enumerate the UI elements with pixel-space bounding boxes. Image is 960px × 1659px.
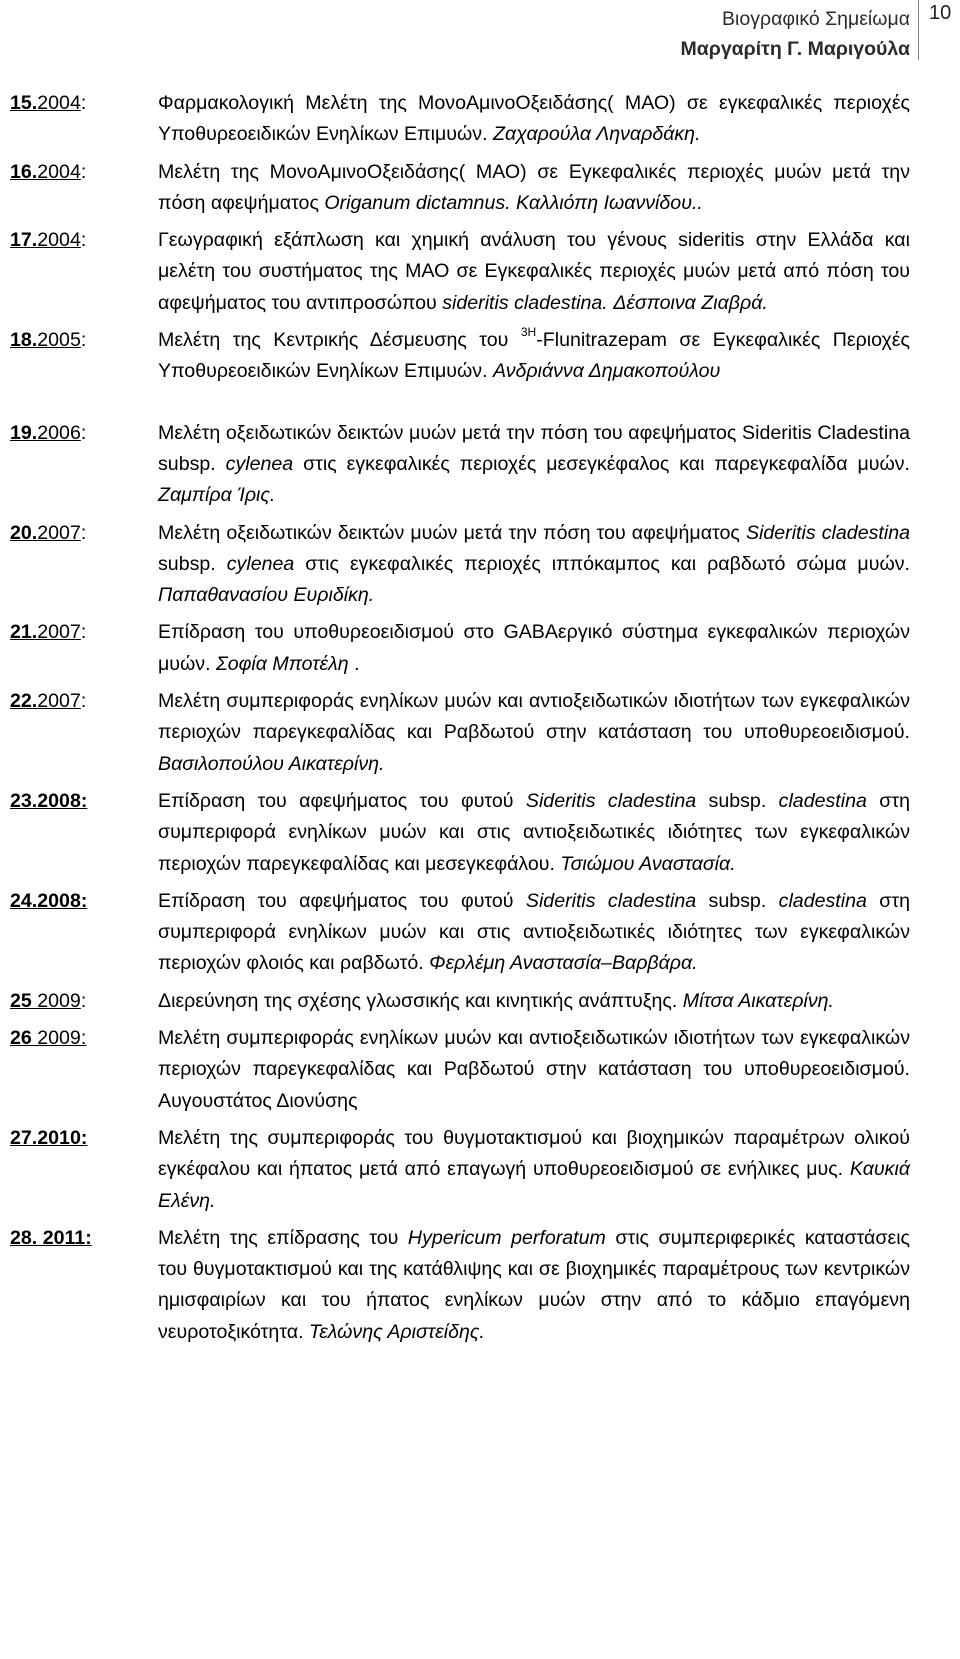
list-item: [10, 1123, 910, 1217]
header-title: Βιογραφικό Σημείωμα: [722, 8, 910, 30]
entry-year: 2006: [37, 421, 81, 444]
entry-text: [158, 92, 910, 145]
thesis-list: [10, 88, 910, 1354]
entry-number: 28.: [10, 1226, 38, 1249]
entry-italic-text: cladestina: [778, 889, 867, 912]
entry-text-segment: Διερεύνηση της σχέσης γλωσσικής και κινητικής ανάπτυξης.: [158, 989, 683, 1012]
entry-number: 21.: [10, 621, 38, 644]
list-item: [10, 325, 910, 388]
entry-text-segment: .: [348, 652, 360, 675]
entry-number: 23.: [10, 789, 38, 812]
entry-italic-text: Sideritis cladestina: [525, 889, 697, 912]
entry-italic-text: Βασιλοπούλου Αικατερίνη.: [158, 752, 385, 775]
entry-italic-text: Καυκιά Ελένη.: [158, 1158, 910, 1212]
list-item: [10, 986, 910, 1017]
entry-year: 2010:: [37, 1126, 88, 1149]
header-divider: [918, 0, 919, 60]
entry-number: 22.: [10, 690, 38, 713]
entry-text-segment: subsp.: [696, 789, 779, 812]
entry-text-segment: Μελέτη της Κεντρικής Δέσμευσης του: [158, 329, 521, 352]
entry-year: 2007: [37, 521, 81, 544]
page-header: [0, 0, 960, 60]
entry-text-segment: -Flunitrazepam σε Εγκεφαλικές Περιοχές Υποθυρεοειδικών Ενηλίκων Επιμυών.: [158, 329, 910, 383]
entry-label: 21.2007:: [10, 621, 87, 644]
entry-text: [158, 1227, 910, 1343]
entry-year: 2011:: [37, 1226, 92, 1249]
page-number: 10: [929, 2, 952, 24]
entry-number: 26: [10, 1027, 32, 1050]
entry-number: 16.: [10, 160, 38, 183]
entry-label: 19.2006:: [10, 421, 87, 444]
entry-text: [158, 229, 910, 314]
entry-italic-text: Hypericum perforatum: [407, 1226, 606, 1249]
entry-italic-text: cladestina: [778, 789, 867, 812]
entry-italic-text: Τσιώμου Αναστασία.: [560, 852, 736, 875]
entry-label: [10, 786, 87, 817]
entry-text-segment: Μελέτη συμπεριφοράς ενηλίκων μυών και αντιοξειδωτικών ιδιοτήτων των εγκεφαλικών περιοχών παρεγκεφαλίδας και Ραβδωτού στην κατάσταση του υποθυρεοειδισμού. Αυγουστάτος Διονύσης: [158, 1027, 910, 1112]
entry-year: 2008:: [37, 789, 88, 812]
entry-number: 24.: [10, 889, 38, 912]
list-item: [10, 225, 910, 319]
entry-text-segment: Μελέτη της ΜονοΑμινοΟξειδάσης( ΜΑΟ) σε Εγκεφαλικές περιοχές μυών μετά την πόση αφεψήματος: [158, 160, 910, 214]
entry-text: [158, 690, 910, 775]
entry-text: [158, 621, 910, 674]
entry-italic-text: sideritis cladestina. Δέσποινα Ζιαβρά.: [442, 291, 768, 314]
entry-year: 2004: [37, 92, 81, 114]
list-item: [10, 518, 910, 612]
list-item: [10, 88, 910, 151]
entry-text-segment: Γεωγραφική εξάπλωση και χημική ανάλυση του γένους sideritis στην Ελλάδα και μελέτη του συστήματος της ΜΑΟ σε Εγκεφαλικές περιοχές μυών μετά από πόση του αφεψήματος του αντιπροσώπου: [158, 229, 910, 314]
entry-text: [158, 1027, 910, 1112]
entry-text-segment: στις εγκεφαλικές περιοχές μεσεγκέφαλος και παρεγκεφαλίδα μυών.: [293, 452, 910, 475]
entry-text-segment: Μελέτη συμπεριφοράς ενηλίκων μυών και αντιοξειδωτικών ιδιοτήτων των εγκεφαλικών περιοχών παρεγκεφαλίδας και Ραβδωτού στην κατάσταση του υποθυρεοειδισμού.: [158, 690, 910, 744]
entry-label: 16.2004:: [10, 160, 87, 183]
list-item: [10, 1223, 910, 1348]
entry-label: [10, 886, 87, 917]
entry-text-segment: 3H: [520, 325, 537, 340]
entry-year: 2007: [37, 690, 81, 713]
entry-label: 22.2007:: [10, 690, 87, 713]
list-item: [10, 886, 910, 980]
entry-text-segment: Επίδραση του αφεψήματος του φυτού: [158, 789, 526, 812]
entry-text-segment: στις συμπεριφερικές καταστάσεις του θυγμοτακτισμού και της κατάθλιψης και σε βιοχημικές παραμέτρους των κεντρικών ημισφαιρίων και του ήπατος ενηλίκων μυών στην από το κάδμιο επαγόμενη νευροτοξικότητα.: [158, 1226, 911, 1343]
entry-year: 2009: [31, 989, 81, 1012]
entry-year: 2008:: [37, 889, 88, 912]
entry-text-segment: στη συμπεριφορά ενηλίκων μυών και στις αντιοξειδωτικές ιδιότητες των εγκεφαλικών περιοχών παρεγκεφαλίδας και μεσεγκεφάλου.: [158, 789, 910, 875]
entry-text: [158, 522, 910, 607]
entry-number: 27.: [10, 1126, 38, 1149]
entry-text: [158, 1127, 910, 1212]
entry-year: 2007: [37, 621, 81, 644]
entry-label: [10, 1023, 86, 1054]
entry-text-segment: Μελέτη της συμπεριφοράς του θυγμοτακτισμού και βιοχημικών παραμέτρων ολικού εγκέφαλου και ήπατος μετά από επαγωγή υποθυρεοειδισμού σε ενήλικες μυς.: [158, 1126, 910, 1181]
entry-italic-text: cylenea: [225, 452, 294, 475]
entry-year: 2005: [37, 329, 81, 352]
entry-italic-text: Sideritis cladestina: [525, 789, 697, 812]
list-item: [10, 686, 910, 780]
entry-number: 19.: [10, 421, 38, 444]
entry-text-segment: στις εγκεφαλικές περιοχές ιππόκαμπος και ραβδωτό σώμα μυών.: [294, 552, 910, 575]
list-item: [10, 1023, 910, 1117]
entry-text-segment: Επίδραση του αφεψήματος του φυτού: [158, 889, 526, 912]
entry-label: 17.2004:: [10, 229, 87, 252]
entry-number: 20.: [10, 521, 38, 544]
entry-text: [158, 325, 910, 383]
entry-text: [158, 422, 910, 507]
entry-italic-text: Sideritis cladestina: [745, 521, 910, 544]
header-author: Μαργαρίτη Γ. Μαριγούλα: [680, 38, 910, 60]
list-item: [10, 617, 910, 680]
entry-italic-text: Ζαμπίρα Ίρις.: [158, 484, 276, 507]
entry-text: [158, 790, 910, 875]
entry-text-segment: Μελέτη οξειδωτικών δεικτών μυών μετά την πόση του αφεψήματος Sideritis Cladestina subsp.: [158, 421, 910, 475]
entry-italic-text: Μίτσα Αικατερίνη.: [682, 989, 834, 1012]
list-item: [10, 786, 910, 880]
header-text: [681, 4, 910, 64]
entry-italic-text: Σοφία Μποτέλη: [216, 652, 349, 675]
entry-label: 20.2007:: [10, 521, 87, 544]
entry-italic-text: Τελώνης Αριστείδης.: [309, 1320, 485, 1343]
entry-number: 17.: [10, 229, 38, 252]
entry-text: [158, 890, 910, 975]
entry-label: [10, 1123, 87, 1154]
entry-italic-text: cylenea: [226, 552, 295, 575]
entry-italic-text: Παπαθανασίου Ευριδίκη.: [158, 584, 375, 607]
entry-italic-text: Φερλέμη Αναστασία–Βαρβάρα.: [429, 952, 698, 975]
entry-label: 15.2004:: [10, 92, 87, 114]
entry-text: [158, 990, 834, 1012]
entry-number: 25: [10, 989, 32, 1012]
entry-year: 2004: [37, 229, 81, 252]
entry-text-segment: subsp.: [158, 552, 227, 575]
entry-text-segment: στη συμπεριφορά ενηλίκων μυών και στις αντιοξειδωτικές ιδιότητες των εγκεφαλικών περιοχών φλοιός και ραβδωτό.: [158, 889, 910, 975]
entry-italic-text: Ανδριάννα Δημακοπούλου: [492, 360, 721, 383]
entry-label: 25 2009:: [10, 989, 87, 1012]
entry-number: 18.: [10, 329, 38, 352]
entry-label: 18.2005:: [10, 329, 87, 352]
entry-italic-text: Ζαχαρούλα Ληναρδάκη.: [492, 123, 701, 146]
entry-text-segment: Μελέτη της επίδρασης του: [158, 1226, 408, 1249]
entry-year: 2004: [37, 160, 81, 183]
list-item: [10, 157, 910, 220]
entry-text-segment: Φαρμακολογική Μελέτη της ΜονοΑμινοΟξειδάσης( ΜΑΟ) σε εγκεφαλικές περιοχές Υποθυρεοειδικών Ενηλίκων Επιμυών.: [158, 92, 910, 146]
entry-number: 15.: [10, 92, 38, 114]
entry-text-segment: Επίδραση του υποθυρεοειδισμού στο GABAεργικό σύστημα εγκεφαλικών περιοχών μυών.: [158, 621, 910, 675]
entry-text: [158, 161, 910, 214]
entry-text-segment: Μελέτη οξειδωτικών δεικτών μυών μετά την πόση του αφεψήματος: [158, 521, 746, 544]
list-item: [10, 418, 910, 512]
entry-italic-text: Origanum dictamnus. Καλλιόπη Ιωαννίδου..: [324, 191, 703, 214]
entry-label: [10, 1223, 92, 1254]
entry-text-segment: subsp.: [696, 889, 779, 912]
entry-year: 2009:: [31, 1027, 87, 1050]
